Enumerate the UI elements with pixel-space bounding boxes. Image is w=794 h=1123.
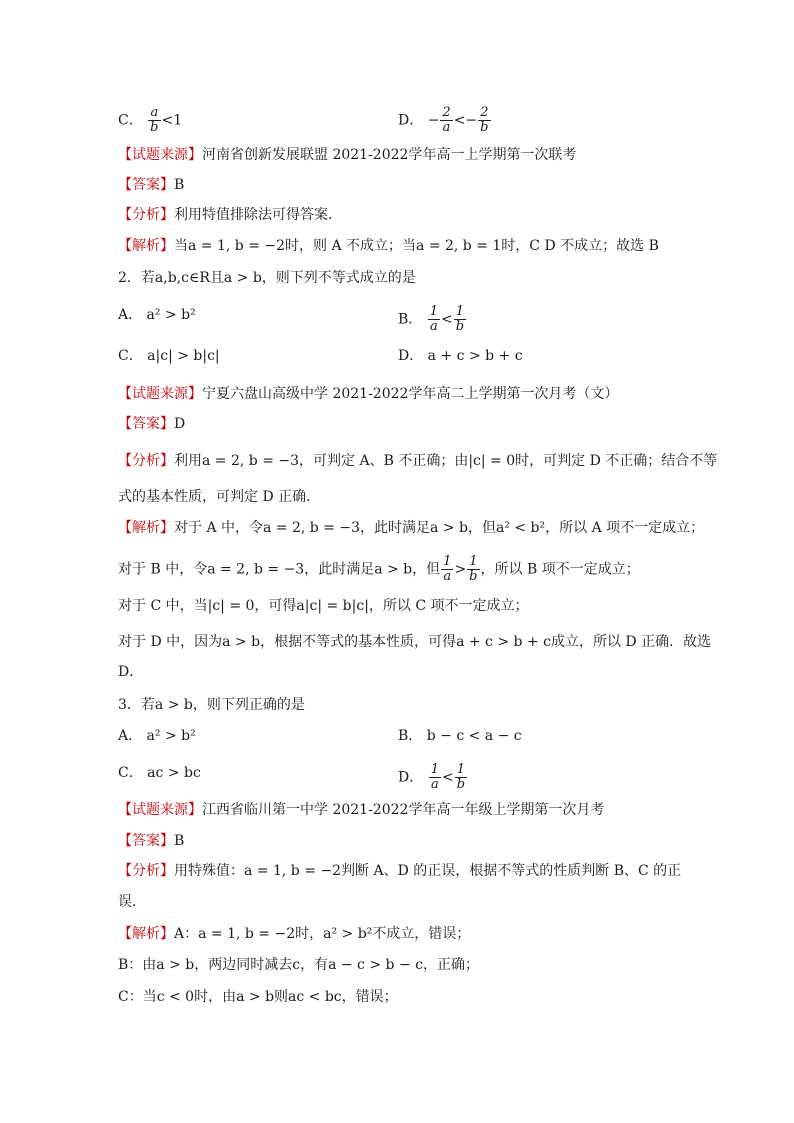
answer-text: B (174, 833, 185, 849)
source-tag: 【试题来源】 (118, 802, 202, 818)
option-label: B． (398, 311, 423, 328)
q3-option-a: A． a² > b² (118, 728, 196, 744)
q3-solution-line-3: C：当c < 0时，由a > b则ac < bc，错误； (118, 989, 398, 1005)
denominator: a (430, 319, 438, 334)
q2-solution-line-2 (118, 555, 640, 584)
numerator: 1 (429, 304, 439, 319)
fraction (467, 555, 479, 584)
numerator: a (148, 106, 160, 121)
analysis-text: 利用a = 2, b = −3，可判定 A、B 不正确；由|c| = 0时，可判定 D 不正确；结合不等 (174, 453, 718, 469)
answer-tag: 【答案】 (118, 177, 174, 193)
answer-tag: 【答案】 (118, 833, 174, 849)
q2-answer (118, 414, 185, 434)
fraction (441, 555, 453, 584)
solution-text: 对于 B 中，令a = 2, b = −3，此时满足a > b，但 (118, 561, 441, 578)
q2-stem: 2．若a,b,c∈R且a > b，则下列不等式成立的是 (118, 270, 416, 286)
answer-text: D (174, 416, 186, 432)
numerator: 2 (442, 105, 451, 120)
denominator: b (480, 120, 489, 135)
relation: > (454, 561, 467, 578)
q3-solution (118, 924, 470, 944)
denominator: a (442, 120, 451, 135)
q3-option-c: C． ac > bc (118, 765, 201, 781)
q2-solution-line-4: 对于 D 中，因为a > b，根据不等式的基本性质，可得a + c > b + c成立，所以 D 正确．故选 (118, 634, 712, 650)
denominator: b (455, 319, 465, 334)
expression: <1 (161, 112, 183, 129)
source-text: 宁夏六盘山高级中学 2021-2022学年高二上学期第一次月考（文） (202, 386, 619, 402)
analysis-tag: 【分析】 (118, 863, 174, 879)
q3-answer (118, 831, 184, 851)
q3-stem: 3．若a > b，则下列正确的是 (118, 697, 305, 713)
solution-text: A：a = 1, b = −2时，a² > b²不成立，错误； (174, 926, 471, 942)
minus-sign: − (427, 112, 440, 129)
fraction (478, 106, 490, 135)
fraction (429, 763, 441, 792)
option-label: D． (398, 112, 424, 129)
solution-text: 当a = 1, b = −2时，则 A 不成立；当a = 2, b = 1时，C D 不成立；故选 B (174, 238, 659, 254)
source-tag: 【试题来源】 (118, 147, 202, 163)
q2-solution (118, 518, 704, 538)
numerator: 1 (430, 762, 439, 777)
analysis-tag: 【分析】 (118, 207, 174, 223)
fraction (440, 106, 452, 135)
denominator: b (150, 120, 159, 135)
q3-analysis-cont: 误． (118, 894, 146, 910)
q3-solution-line-2: B：由a > b，两边同时减去c，有a − c > b − c，正确； (118, 957, 479, 973)
numerator: 1 (467, 555, 479, 570)
q3-analysis (118, 861, 681, 881)
q1-option-c (118, 106, 182, 135)
q3-option-d (398, 763, 468, 792)
q1-option-d (398, 106, 492, 135)
numerator: 1 (454, 305, 466, 320)
analysis-text: 用特殊值：a = 1, b = −2判断 A、D 的正误，根据不等式的性质判断 B、C 的正 (174, 863, 682, 879)
solution-text: ，所以 B 项不一定成立； (480, 561, 640, 578)
analysis-tag: 【分析】 (118, 453, 174, 469)
denominator: b (469, 569, 478, 584)
q3-option-b: B． b − c < a − c (398, 728, 522, 744)
q1-answer (118, 175, 184, 195)
source-text: 江西省临川第一中学 2021-2022学年高一年级上学期第一次月考 (202, 802, 605, 818)
q2-analysis (118, 451, 717, 471)
q2-option-b (398, 305, 467, 334)
answer-tag: 【答案】 (118, 416, 174, 432)
option-label: D． (398, 769, 424, 786)
q1-source (118, 145, 576, 165)
q2-option-a: A． a² > b² (118, 307, 196, 323)
relation: < (441, 769, 454, 786)
numerator: 2 (478, 106, 490, 121)
source-tag: 【试题来源】 (118, 386, 202, 402)
source-text: 河南省创新发展联盟 2021-2022学年高一上学期第一次联考 (202, 147, 577, 163)
option-label: C． (118, 112, 143, 129)
numerator: 1 (443, 554, 452, 569)
solution-tag: 【解析】 (118, 926, 174, 942)
solution-tag: 【解析】 (118, 238, 174, 254)
fraction (428, 305, 440, 334)
q2-solution-line-5: D． (118, 664, 144, 680)
q2-source (118, 384, 618, 404)
answer-text: B (174, 177, 185, 193)
denominator: a (443, 569, 452, 584)
fraction (148, 106, 160, 135)
numerator: 1 (455, 763, 467, 778)
q2-option-d: D． a + c > b + c (398, 348, 523, 364)
q2-analysis-cont: 式的基本性质，可判定 D 正确． (118, 489, 321, 505)
fraction (454, 305, 466, 334)
q2-solution-line-3: 对于 C 中，当|c| = 0，可得a|c| = b|c|，所以 C 项不一定成立； (118, 598, 529, 614)
q2-option-c: C． a|c| > b|c| (118, 348, 220, 364)
analysis-text: 利用特值排除法可得答案． (174, 207, 342, 223)
q1-solution (118, 236, 659, 256)
q1-analysis (118, 205, 342, 225)
q3-source (118, 800, 604, 820)
relation: < (441, 311, 453, 328)
denominator: a (430, 777, 439, 792)
fraction (455, 763, 467, 792)
solution-text: 对于 A 中，令a = 2, b = −3，此时满足a > b，但a² < b²，所以 A 项不一定成立； (174, 520, 705, 536)
relation: <− (453, 112, 478, 129)
solution-tag: 【解析】 (118, 520, 174, 536)
denominator: b (456, 777, 466, 792)
